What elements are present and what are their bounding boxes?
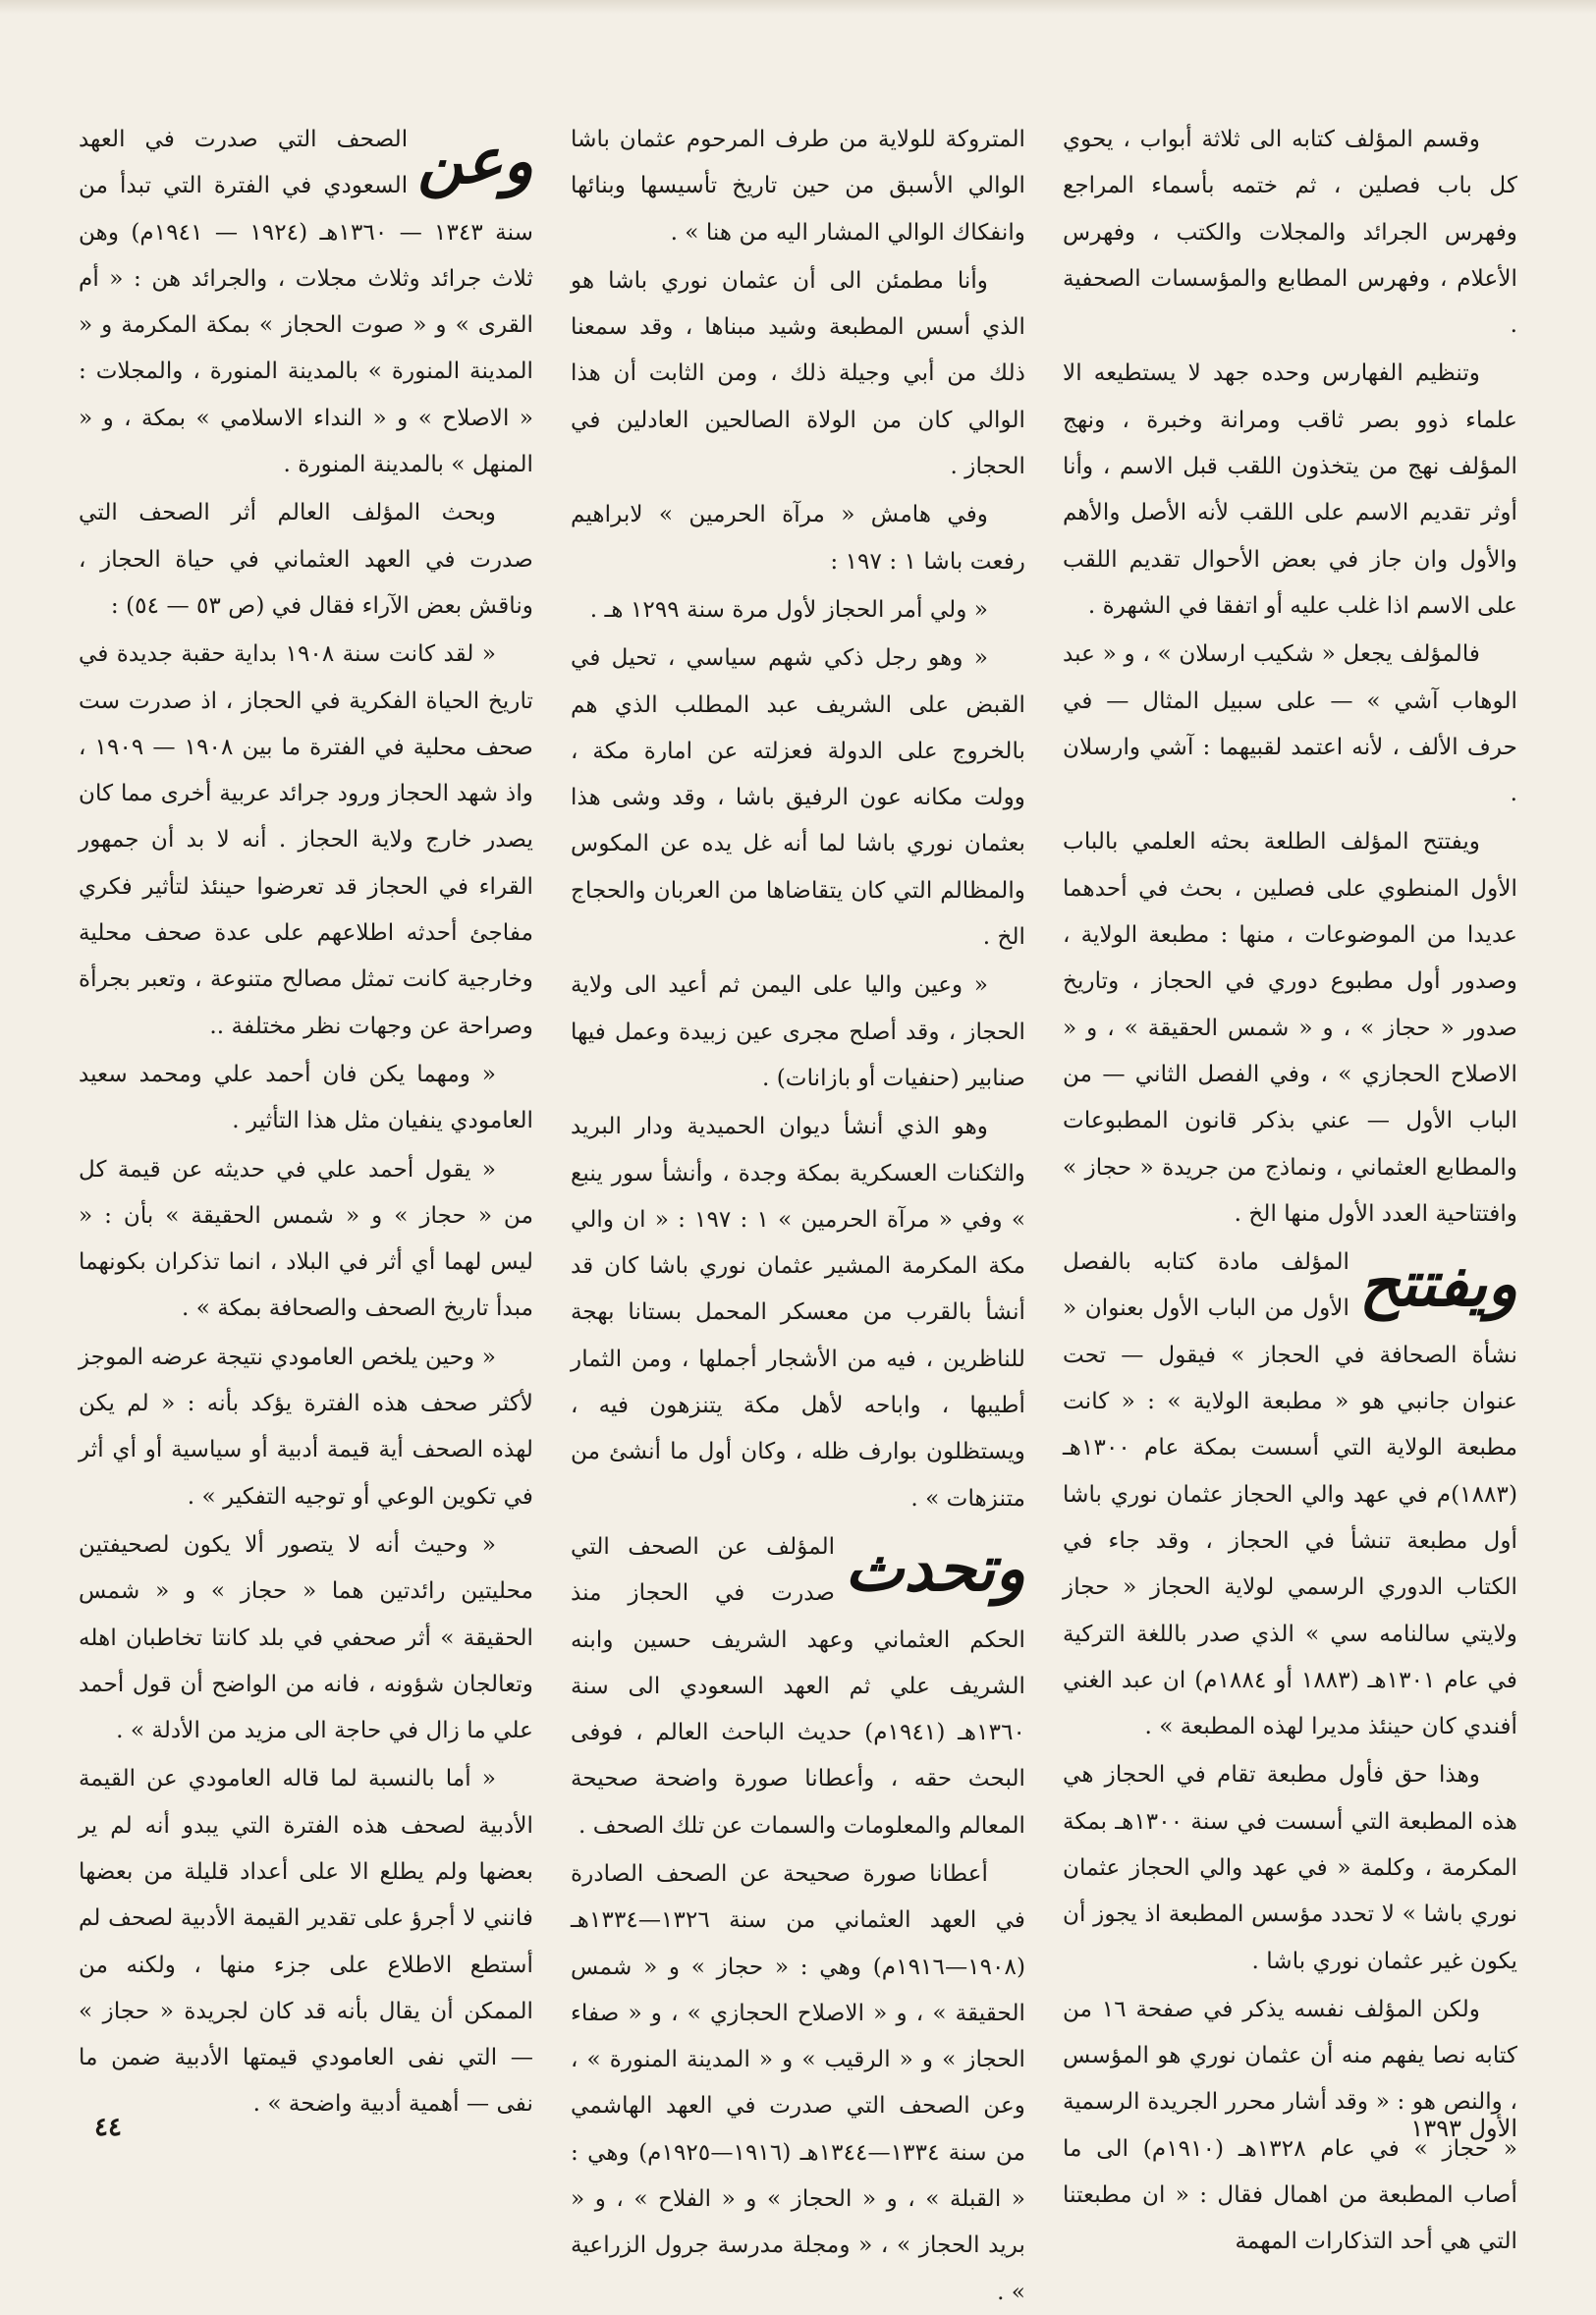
paragraph-text: المؤلف مادة كتابه بالفصل الأول من الباب الأول بعنوان « نشأة الصحافة في الحجاز » فيقول — تحت عنوان جانبي هو « مطبعة الولاية » : « كانت مطبعة الولاية التي أسست بمكة عام ١٣٠٠هـ (١٨٨٣)م في عهد والي الحجاز عثمان نوري باشا أول مطبعة تنشأ في الحجاز ، وقد جاء في الكتاب الدوري الرسمي لولاية الحجاز « حجاز ولايتي سالنامه سي » الذي صدر باللغة التركية في عام ١٣٠١هـ (١٨٨٣ أو ١٨٨٤م) ان عبد الغني أفندي كان حينئذ مديرا لهذه المطبعة » . — [1063, 1248, 1517, 1740]
paragraph: « لقد كانت سنة ١٩٠٨ بداية حقبة جديدة في تاريخ الحياة الفكرية في الحجاز ، اذ صدرت ست صحف محلية في الفترة ما بين ١٩٠٨ — ١٩٠٩ ، واذ شهد الحجاز ورود جرائد عربية أخرى مما كان يصدر خارج ولاية الحجاز . أنه لا بد أن جمهور القراء في الحجاز قد تعرضوا حينئذ لتأثير فكري مفاجئ أحدثه اطلاعهم على عدة صحف محلية وخارجية كانت تمثل مصالح متنوعة ، وتعبر بجرأة وصراحة عن وجهات نظر مختلفة .. — [79, 640, 533, 1039]
paragraph: فالمؤلف يجعل « شكيب ارسلان » ، و « عبد الوهاب آشي » — على سبيل المثال — في حرف الألف ، لأنه اعتمد لقبيهما : آشي وارسلان . — [1063, 640, 1517, 807]
paragraph: وتنظيم الفهارس وحده جهد لا يستطيعه الا علماء ذوو بصر ثاقب ومرانة وخبرة ، ونهج المؤلف نهج من يتخذون اللقب قبل الاسم ، وأنا أوثر تقديم الاسم على اللقب لأنه الأصل والأهم والأول وان جاز في بعض الأحوال تقديم اللقب على الاسم اذا غلب عليه أو اتفقا في الشهرة . — [1063, 359, 1517, 619]
paragraph: وهو الذي أنشأ ديوان الحميدية ودار البريد والثكنات العسكرية بمكة وجدة ، وأنشأ سور ينبع » وفي « مرآة الحرمين » ١ : ١٩٧ : « ان والي مكة المكرمة المشير عثمان نوري باشا كان قد أنشأ بالقرب من معسكر المحمل بستانا بهجة للناظرين ، فيه من الأشجار أجملها ، ومن الثمار أطيبها ، واباحه لأهل مكة يتنزهون فيه ، ويستظلون بوارف ظله ، وكان أول ما أنشئ من متنزهات » . — [571, 1113, 1026, 1512]
paragraph: وهذا حق فأول مطبعة تقام في الحجاز هي هذه المطبعة التي أسست في سنة ١٣٠٠هـ بمكة المكرمة ، وكلمة « في عهد والي الحجاز عثمان نوري باشا » لا تحدد مؤسس المطبعة اذ يجوز أن يكون غير عثمان نوري باشا . — [1063, 1761, 1517, 1974]
paragraph-with-dropcap — [1063, 1239, 1517, 1749]
dropcap-word: ويفتتح — [1358, 1247, 1517, 1322]
paragraph: « ولي أمر الحجاز لأول مرة سنة ١٢٩٩ هـ . — [589, 595, 988, 623]
dropcap-word: وتحدث — [845, 1531, 1025, 1606]
top-edge — [0, 0, 1596, 14]
paragraph-with-dropcap — [79, 116, 533, 487]
paragraph: ويفتتح المؤلف الطلعة بحثه العلمي بالباب الأول المنطوي على فصلين ، بحث في أحدهما عديدا من الموضوعات ، منها : مطبعة الولاية ، وصدور أول مطبوع دوري في الحجاز ، وتاريخ صدور « حجاز » ، و « شمس الحقيقة » ، و « الاصلاح الحجازي » ، وفي الفصل الثاني — من الباب الأول — عني بذكر قانون المطبوعات والمطابع العثماني ، ونماذج من جريدة « حجاز » وافتتاحية العدد الأول منها الخ . — [1063, 828, 1517, 1227]
paragraph: « وحين يلخص العامودي نتيجة عرضه الموجز لأكثر صحف هذه الفترة يؤكد بأنه : « لم يكن لهذه الصحف أية قيمة أدبية أو سياسية أو أي أثر في تكوين الوعي أو توجيه التفكير » . — [79, 1343, 533, 1510]
paragraph: وأنا مطمئن الى أن عثمان نوري باشا هو الذي أسس المطبعة وشيد مبناها ، وقد سمعنا ذلك من أبي وجيلة ذلك ، ومن الثابت أن هذا الوالي كان من الولاة الصالحين العادلين في الحجاز . — [571, 266, 1025, 480]
paragraph-text: المؤلف عن الصحف التي صدرت في الحجاز منذ الحكم العثماني وعهد الشريف حسين وابنه الشريف علي ثم العهد السعودي الى سنة ١٣٦٠هـ (١٩٤١م) حديث الباحث العالم ، فوفى البحث حقه ، وأعطانا صورة واضحة صحيحة المعالم والمعلومات والسمات عن تلك الصحف . — [571, 1532, 1025, 1839]
paragraph: « وعين واليا على اليمن ثم أعيد الى ولاية الحجاز ، وقد أصلح مجرى عين زبيدة وعمل فيها صنابير (حنفيات أو بازانات) . — [571, 971, 1025, 1091]
column-middle — [571, 116, 1026, 2305]
paragraph: « وهو رجل ذكي شهم سياسي ، تحيل في القبض على الشريف عبد المطلب الذي هم بالخروج على الدولة فعزلته عن امارة مكة ، وولت مكانه عون الرفيق باشا ، وقد وشى هذا بعثمان نوري باشا لما أنه غل يده عن المكوس والمظالم التي كان يتقاضاها من العربان والحجاج الخ . — [571, 644, 1025, 951]
paragraph: « وحيث أنه لا يتصور ألا يكون لصحيفتين محليتين رائدتين هما « حجاز » و « شمس الحقيقة » أثر صحفي في بلد كانتا تخاطبان اهله وتعالجان شؤونه ، فانه من الواضح أن قول أحمد علي ما زال في حاجة الى مزيد من الأدلة » . — [79, 1530, 533, 1744]
paragraph-with-dropcap — [571, 1523, 1025, 1848]
paragraph: « أما بالنسبة لما قاله العامودي عن القيمة الأدبية لصحف هذه الفترة التي يبدو أنه لم ير بعضها ولم يطلع الا على أعداد قليلة من بعضها فانني لا أجرؤ على تقدير القيمة الأدبية لصحف لم أستطع الاطلاع على جزء منها ، ولكنه من الممكن أن يقال بأنه قد كان لجريدة « حجاز » — التي نفى العامودي قيمتها الأدبية ضمن ما نفى — أهمية أدبية واضحة » . — [79, 1765, 533, 2118]
column-left — [79, 116, 533, 2118]
paragraph: « يقول أحمد علي في حديثه عن قيمة كل من « حجاز » و « شمس الحقيقة » بأن : « ليس لهما أي أثر في البلاد ، انما تذكران بكونهما مبدأ تاريخ الصحف والصحافة بمكة » . — [79, 1155, 533, 1322]
paragraph: وبحث المؤلف العالم أثر الصحف التي صدرت في العهد العثماني في حياة الحجاز ، وناقش بعض الآراء فقال في (ص ٥٣ — ٥٤) : — [79, 499, 533, 619]
paragraph: أعطانا صورة صحيحة عن الصحف الصادرة في العهد العثماني من سنة ١٣٢٦—١٣٣٤هـ (١٩٠٨—١٩١٦م) وهي : « حجاز » و « شمس الحقيقة » ، و « الاصلاح الحجازي » ، و « صفاء الحجاز » و « الرقيب » و « المدينة المنورة » ، وعن الصحف التي صدرت في العهد الهاشمي من سنة ١٣٣٤—١٣٤٤هـ (١٩١٦—١٩٢٥م) وهي : « القبلة » ، و « الحجاز » و « الفلاح » ، و « بريد الحجاز » ، « ومجلة مدرسة جرول الزراعية » . — [571, 1859, 1025, 2305]
paragraph-text: الصحف التي صدرت في العهد السعودي في الفترة التي تبدأ من سنة ١٣٤٣ — ١٣٦٠هـ (١٩٢٤ — ١٩٤١م) وهن ثلاث جرائد وثلاث مجلات ، والجرائد هن : « أم القرى » و « صوت الحجاز » بمكة المكرمة و « المدينة المنورة » بالمدينة المنورة ، والمجلات : « الاصلاح » و « النداء الاسلامي » بمكة ، و « المنهل » بالمدينة المنورة . — [79, 126, 533, 478]
paragraph: المتروكة للولاية من طرف المرحوم عثمان باشا الوالي الأسبق من حين تاريخ تأسيسها وبنائها وانفكاك الوالي المشار اليه من هنا » . — [571, 126, 1025, 246]
paragraph: وقسم المؤلف كتابه الى ثلاثة أبواب ، يحوي كل باب فصلين ، ثم ختمه بأسماء المراجع وفهرس الجرائد والمجلات والكتب ، وفهرس الأعلام ، وفهرس المطابع والمؤسسات الصحفية . — [1063, 126, 1517, 339]
paragraph: ولكن المؤلف نفسه يذكر في صفحة ١٦ من كتابه نصا يفهم منه أن عثمان نوري هو المؤسس ، والنص هو : « وقد أشار محرر الجريدة الرسمية « حجاز » في عام ١٣٢٨هـ (١٩١٠م) الى ما أصاب المطبعة من اهمال فقال : « ان مطبعتنا التي هي أحد التذكارات المهمة — [1063, 1995, 1517, 2255]
dropcap-word: وعن — [417, 125, 533, 198]
page-number: ٤٤ — [94, 2113, 122, 2142]
issue-label: الأول ١٣٩٣ — [1410, 2115, 1517, 2142]
paragraph: « ومهما يكن فان أحمد علي ومحمد سعيد العامودي ينفيان مثل هذا التأثير . — [79, 1060, 533, 1134]
paragraph: وفي هامش « مرآة الحرمين » لابراهيم رفعت باشا ١ : ١٩٧ : — [571, 501, 1025, 575]
